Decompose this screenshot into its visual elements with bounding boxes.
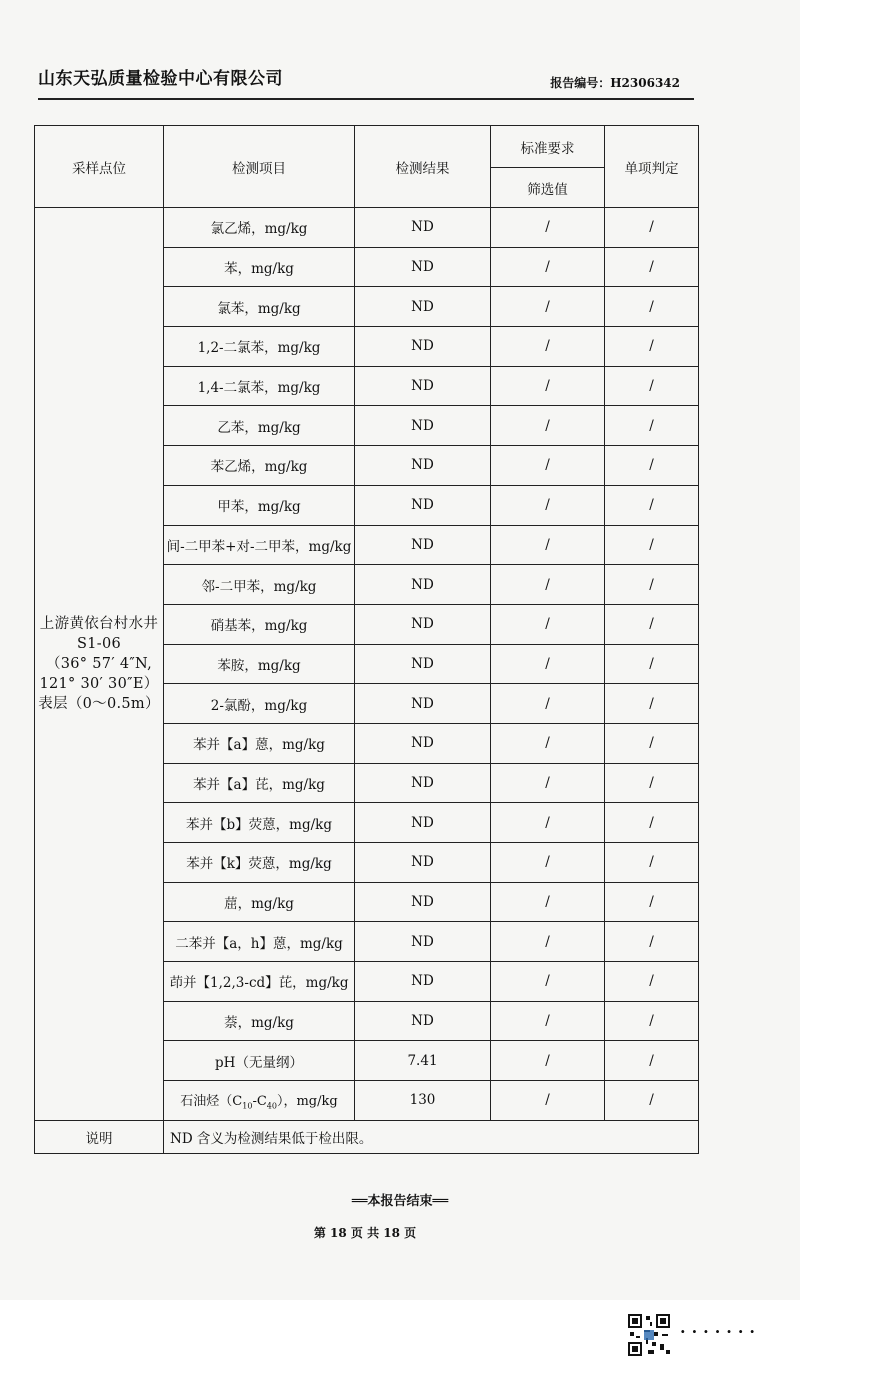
test-item-cell: 苯并【k】荧蒽，mg/kg [164, 843, 355, 883]
screening-value-cell: / [491, 208, 605, 248]
test-item-cell: 2-氯酚，mg/kg [164, 684, 355, 724]
test-result-cell: 7.41 [355, 1041, 491, 1081]
judgement-cell: / [605, 644, 699, 684]
test-item-cell [164, 1081, 355, 1121]
screening-value-cell: / [491, 1041, 605, 1081]
test-item-cell: 甲苯，mg/kg [164, 485, 355, 525]
report-end-mark: ══本报告结束══ [351, 1194, 449, 1209]
screening-value-cell: / [491, 287, 605, 327]
judgement-cell: / [605, 882, 699, 922]
sampling-location-line5: 表层（0～0.5m） [38, 695, 160, 712]
test-result-cell: ND [355, 922, 491, 962]
test-item-cell: 邻-二甲苯，mg/kg [164, 565, 355, 605]
test-item-cell: 苯胺，mg/kg [164, 644, 355, 684]
sampling-location-line1: 上游黄依台村水井 [39, 615, 159, 632]
sampling-location-cell [35, 208, 164, 1121]
test-result-cell: ND [355, 1001, 491, 1041]
judgement-cell: / [605, 525, 699, 565]
sampling-location-line3: （36° 57′ 4″N, [45, 655, 153, 672]
screening-value-cell: / [491, 604, 605, 644]
screening-value-cell: / [491, 843, 605, 883]
judgement-cell: / [605, 723, 699, 763]
sampling-location-line2: S1-06 [76, 635, 121, 652]
test-result-cell: ND [355, 644, 491, 684]
test-result-cell: ND [355, 327, 491, 367]
test-item-cell: 茚并【1,2,3-cd】芘，mg/kg [164, 962, 355, 1002]
screening-value-cell: / [491, 684, 605, 724]
screening-value-cell: / [491, 366, 605, 406]
screening-value-cell: / [491, 763, 605, 803]
test-item-item-mid: -C [252, 1094, 267, 1110]
judgement-cell: / [605, 208, 699, 248]
test-item-cell: 氯苯，mg/kg [164, 287, 355, 327]
column-header-screening: 筛选值 [491, 168, 605, 208]
qr-code-icon [626, 1312, 672, 1358]
test-item-cell: 1,2-二氯苯，mg/kg [164, 327, 355, 367]
screening-value-cell: / [491, 565, 605, 605]
judgement-cell: / [605, 485, 699, 525]
test-item-cell: 苯并【a】蒽，mg/kg [164, 723, 355, 763]
judgement-cell: / [605, 763, 699, 803]
test-item-cell: 苯乙烯，mg/kg [164, 446, 355, 486]
screening-value-cell: / [491, 485, 605, 525]
screening-value-cell: / [491, 247, 605, 287]
test-item-cell: 二苯并【a，h】蒽，mg/kg [164, 922, 355, 962]
report-number: 报告编号：H2306342 [550, 76, 680, 90]
test-item-cell: 苯并【a】芘，mg/kg [164, 763, 355, 803]
screening-value-cell: / [491, 922, 605, 962]
judgement-cell: / [605, 406, 699, 446]
note-text: ND 含义为检测结果低于检出限。 [164, 1120, 699, 1153]
judgement-cell: / [605, 327, 699, 367]
judgement-cell: / [605, 1081, 699, 1121]
judgement-cell: / [605, 803, 699, 843]
judgement-cell: / [605, 446, 699, 486]
test-result-cell: ND [355, 882, 491, 922]
screening-value-cell: / [491, 1001, 605, 1041]
test-item-cell: 萘，mg/kg [164, 1001, 355, 1041]
screening-value-cell: / [491, 962, 605, 1002]
test-result-cell: ND [355, 406, 491, 446]
screening-value-cell: / [491, 803, 605, 843]
test-result-cell: ND [355, 962, 491, 1002]
screening-value-cell: / [491, 327, 605, 367]
screening-value-cell: / [491, 723, 605, 763]
table-header-row [35, 126, 699, 168]
test-result-cell: ND [355, 763, 491, 803]
column-header-standard: 标准要求 [491, 126, 605, 168]
test-item-cell: pH（无量纲） [164, 1041, 355, 1081]
test-item-cell: 䓛，mg/kg [164, 882, 355, 922]
screening-value-cell: / [491, 1081, 605, 1121]
test-item-cell: 氯乙烯，mg/kg [164, 208, 355, 248]
judgement-cell: / [605, 287, 699, 327]
column-header-item: 检测项目 [164, 126, 355, 208]
report-header [38, 58, 694, 100]
judgement-cell: / [605, 684, 699, 724]
page-number: 第 18 页 共 18 页 [313, 1226, 417, 1240]
judgement-cell: / [605, 1041, 699, 1081]
company-name: 山东天弘质量检验中心有限公司 [38, 69, 283, 89]
test-result-cell: ND [355, 684, 491, 724]
test-item-cell: 间-二甲苯+对-二甲苯，mg/kg [164, 525, 355, 565]
table-row [35, 208, 699, 248]
test-result-cell: 130 [355, 1081, 491, 1121]
test-result-cell: ND [355, 208, 491, 248]
column-header-result: 检测结果 [355, 126, 491, 208]
test-item-cell: 乙苯，mg/kg [164, 406, 355, 446]
test-result-cell: ND [355, 723, 491, 763]
note-row [35, 1120, 699, 1153]
test-results-table [34, 125, 699, 1154]
judgement-cell: / [605, 604, 699, 644]
test-item-cell: 苯并【b】荧蒽，mg/kg [164, 803, 355, 843]
screening-value-cell: / [491, 406, 605, 446]
test-result-cell: ND [355, 803, 491, 843]
test-result-cell: ND [355, 287, 491, 327]
screening-value-cell: / [491, 882, 605, 922]
test-result-cell: ND [355, 247, 491, 287]
test-result-cell: ND [355, 366, 491, 406]
test-result-cell: ND [355, 485, 491, 525]
judgement-cell: / [605, 922, 699, 962]
screening-value-cell: / [491, 525, 605, 565]
decorative-dots: ······· [680, 1322, 761, 1341]
test-result-cell: ND [355, 525, 491, 565]
test-result-cell: ND [355, 604, 491, 644]
screening-value-cell: / [491, 644, 605, 684]
test-result-cell: ND [355, 446, 491, 486]
test-result-cell: ND [355, 843, 491, 883]
judgement-cell: / [605, 366, 699, 406]
test-item-cell: 硝基苯，mg/kg [164, 604, 355, 644]
test-item-item-prefix: 石油烃（C [180, 1094, 243, 1110]
sampling-location-line4: 121° 30′ 30″E） [39, 675, 159, 692]
test-item-item-suffix: ），mg/kg [276, 1094, 338, 1110]
test-item-sub2: 40 [266, 1101, 277, 1111]
judgement-cell: / [605, 1001, 699, 1041]
test-item-cell: 苯，mg/kg [164, 247, 355, 287]
column-header-location: 采样点位 [35, 126, 164, 208]
judgement-cell: / [605, 962, 699, 1002]
column-header-judgement: 单项判定 [605, 126, 699, 208]
judgement-cell: / [605, 565, 699, 605]
judgement-cell: / [605, 247, 699, 287]
test-item-sub1: 10 [242, 1101, 253, 1111]
judgement-cell: / [605, 843, 699, 883]
test-item-cell: 1,4-二氯苯，mg/kg [164, 366, 355, 406]
note-label: 说明 [35, 1120, 164, 1153]
test-result-cell: ND [355, 565, 491, 605]
screening-value-cell: / [491, 446, 605, 486]
